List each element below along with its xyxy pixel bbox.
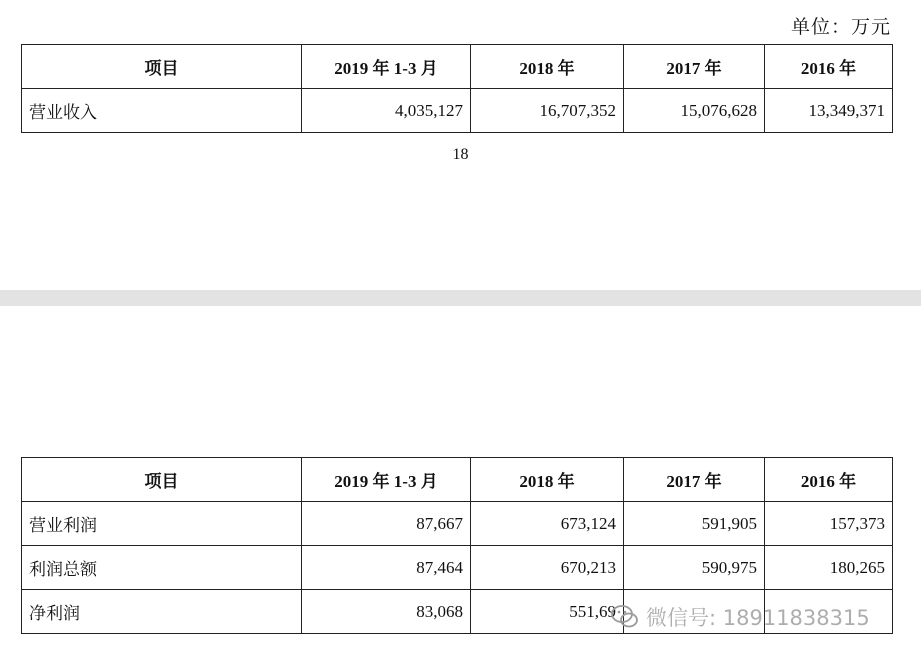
row-label: 营业收入	[22, 89, 302, 133]
header-2016: 2016 年	[765, 45, 893, 89]
cell-value: 87,464	[302, 546, 471, 590]
row-label: 营业利润	[22, 502, 302, 546]
unit-label: 单位：万元	[790, 17, 891, 38]
header-2018: 2018 年	[471, 458, 624, 502]
cell-value: 157,373	[765, 502, 893, 546]
table-header-row	[22, 45, 893, 89]
cell-value: 13,349,371	[765, 89, 893, 133]
cell-value: 180,265	[765, 546, 893, 590]
cell-value: 551,69	[471, 590, 624, 634]
cell-value: 16,707,352	[471, 89, 624, 133]
watermark-text: 微信号: 18911838315	[646, 606, 870, 630]
header-2019q1: 2019 年 1-3 月	[302, 45, 471, 89]
header-2017: 2017 年	[624, 45, 765, 89]
header-2018: 2018 年	[471, 45, 624, 89]
table-row	[22, 546, 893, 590]
page-number: 18	[452, 146, 469, 163]
page-separator	[0, 290, 921, 306]
cell-value: 87,667	[302, 502, 471, 546]
cell-value: 670,213	[471, 546, 624, 590]
table-row	[22, 502, 893, 546]
cell-value: 673,124	[471, 502, 624, 546]
wechat-icon	[610, 602, 640, 632]
row-label: 净利润	[22, 590, 302, 634]
cell-value: 591,905	[624, 502, 765, 546]
cell-value: 4,035,127	[302, 89, 471, 133]
revenue-table	[21, 44, 893, 133]
watermark	[610, 600, 870, 634]
cell-value: 15,076,628	[624, 89, 765, 133]
header-item: 项目	[22, 458, 302, 502]
cell-value: 83,068	[302, 590, 471, 634]
header-2019q1: 2019 年 1-3 月	[302, 458, 471, 502]
table-header-row	[22, 458, 893, 502]
header-2016: 2016 年	[765, 458, 893, 502]
table-row	[22, 89, 893, 133]
header-item: 项目	[22, 45, 302, 89]
cell-value: 590,975	[624, 546, 765, 590]
header-2017: 2017 年	[624, 458, 765, 502]
row-label: 利润总额	[22, 546, 302, 590]
